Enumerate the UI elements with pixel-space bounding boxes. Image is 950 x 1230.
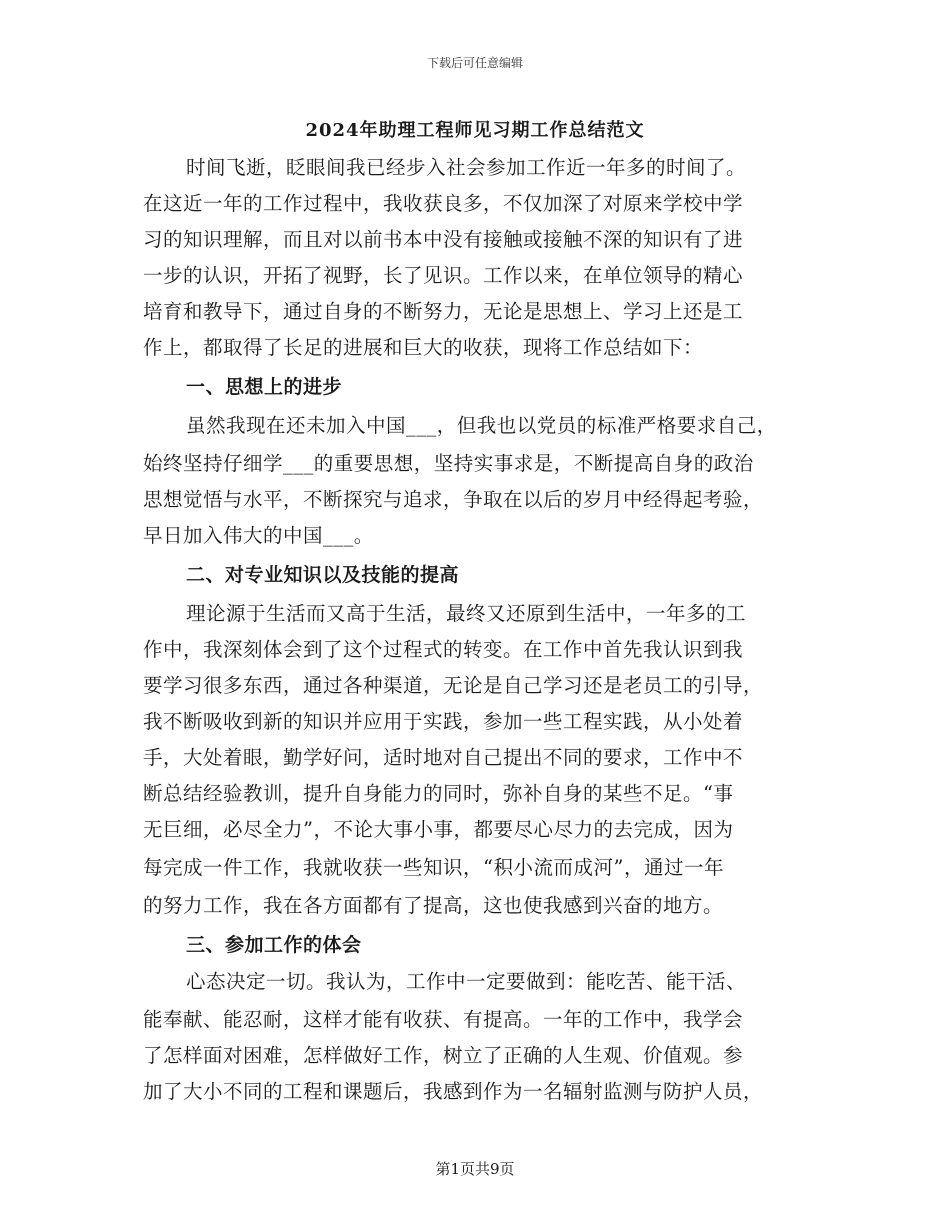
paragraph-line: 习的知识理解，而且对以前书本中没有接触或接触不深的知识有了进	[143, 228, 744, 251]
paragraph-line: 手，大处着眼，勤学好问，适时地对自己提出不同的要求，工作中不	[143, 746, 744, 769]
section-heading: 三、参加工作的体会	[186, 934, 362, 956]
paragraph-line: 一步的认识，开拓了视野，长了见识。工作以来，在单位领导的精心	[143, 264, 744, 287]
paragraph-line: 早日加入伟大的中国___。	[143, 524, 374, 547]
paragraph-line: 无巨细，必尽全力”，不论大事小事，都要尽心尽力的去完成，因为	[143, 818, 734, 841]
document-title: 2024年助理工程师见习期工作总结范文	[305, 120, 645, 141]
page-footer: 第1页共9页	[435, 1160, 515, 1178]
paragraph-line: 了怎样面对困难，怎样做好工作，树立了正确的人生观、价值观。参	[143, 1044, 744, 1067]
paragraph-line: 心态决定一切。我认为，工作中一定要做到：能吃苦、能干活、	[186, 970, 747, 993]
paragraph-line: 要学习很多东西，通过各种渠道，无论是自己学习还是老员工的引导，	[143, 674, 764, 697]
section-heading: 二、对专业知识以及技能的提高	[186, 564, 460, 586]
paragraph-line: 虽然我现在还未加入中国___，但我也以党员的标准严格要求自己，	[186, 414, 777, 437]
paragraph-line: 思想觉悟与水平，不断探究与追求，争取在以后的岁月中经得起考验，	[143, 488, 764, 511]
paragraph-line: 加了大小不同的工程和课题后，我感到作为一名辐射监测与防护人员，	[143, 1080, 764, 1103]
paragraph-line: 始终坚持仔细学___的重要思想，坚持实事求是，不断提高自身的政治	[143, 452, 754, 475]
paragraph-line: 作中，我深刻体会到了这个过程式的转变。在工作中首先我认识到我	[143, 638, 744, 661]
paragraph-line: 能奉献、能忍耐，这样才能有收获、有提高。一年的工作中，我学会	[143, 1008, 744, 1031]
paragraph-line: 作上，都取得了长足的进展和巨大的收获，现将工作总结如下：	[143, 336, 704, 359]
paragraph-line: 理论源于生活而又高于生活，最终又还原到生活中，一年多的工	[186, 602, 747, 625]
paragraph-line: 在这近一年的工作过程中，我收获良多，不仅加深了对原来学校中学	[143, 192, 744, 215]
header-note: 下载后可任意编辑	[426, 56, 523, 70]
paragraph-line: 培育和教导下，通过自身的不断努力，无论是思想上、学习上还是工	[143, 300, 744, 323]
paragraph-line: 断总结经验教训，提升自身能力的同时，弥补自身的某些不足。“事	[143, 782, 734, 805]
section-heading: 一、思想上的进步	[186, 376, 343, 398]
paragraph-line: 时间飞逝，眨眼间我已经步入社会参加工作近一年多的时间了。	[186, 156, 747, 179]
paragraph-line: 每完成一件工作，我就收获一些知识，“积小流而成河”，通过一年	[143, 856, 724, 879]
paragraph-line: 我不断吸收到新的知识并应用于实践，参加一些工程实践，从小处着	[143, 710, 744, 733]
paragraph-line: 的努力工作，我在各方面都有了提高，这也使我感到兴奋的地方。	[143, 894, 724, 917]
